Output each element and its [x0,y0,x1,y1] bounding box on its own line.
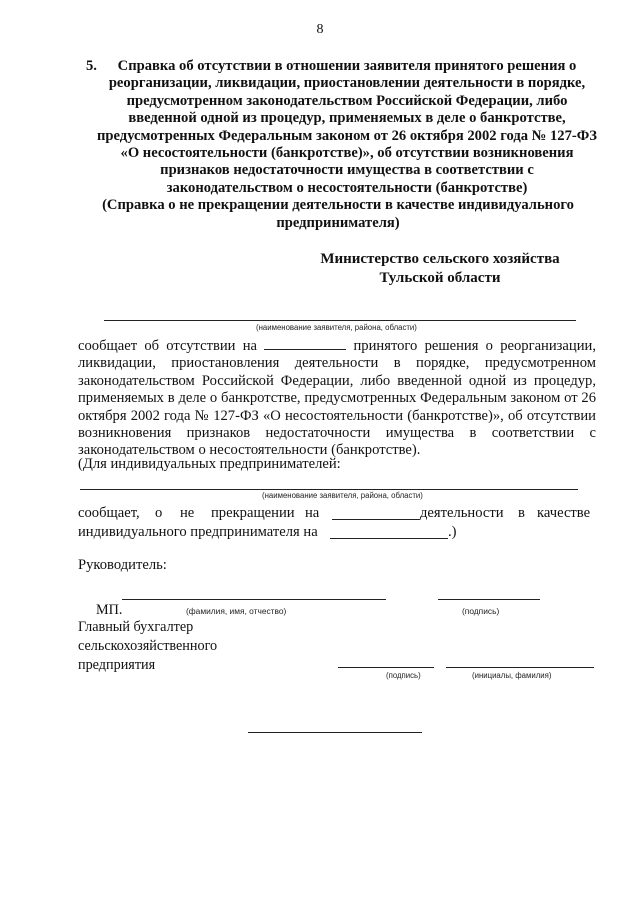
head-label: Руководитель: [78,557,167,573]
accountant-line-1: Главный бухгалтер [78,619,194,635]
ip-line-2-text: индивидуального предпринимателя на [78,524,318,540]
applicant-caption: (наименование заявителя, района, области) [256,323,417,332]
ip-date-blank [332,519,420,520]
acc-signature-caption: (подпись) [386,671,421,680]
applicant-name-line [104,320,576,321]
accountant-line-3: предприятия [78,657,156,673]
fio-caption: (фамилия, имя, отчество) [186,606,287,616]
stamp-label: МП. [96,602,123,618]
ip-word-2: о [155,505,163,521]
paragraph-body: принятого решения о реорганизации, ликвидации, приостановления деятельности в порядке, предусмотренном законодательством Российской Федерации, либо введенной одной из процедур, применяемых в деле о банкротстве, предусмотренных Федеральным законом от 26 октября 2002 года № 127-ФЗ «О несостоятельности (банкротстве)», об отсутствии возникновения признаков недостаточности имущества в соответствии с законодательством о несостоятельности (банкротстве). [78,338,596,459]
ip-word-6: деятельности [420,505,504,521]
ip-word-3: не [180,505,195,521]
ip-caption: (наименование заявителя, района, области) [262,491,423,500]
heading-text: Справка об отсутствии в отношении заявителя принятого решения о реорганизации, ликвидации, приостановлении деятельности в порядке, предусмотренном законодательством Российской Федерации, либо введенной одной из процедур, применяемых в деле о банкротстве, предусмотренных Федеральным законом от 26 октября 2002 года № 127-ФЗ «О несостоятельности (банкротстве)», об отсутствии возникновения признаков недостаточности имущества в соответствии с законодательством о несостоятельности (банкротстве) [97,58,597,196]
ip-line-2-end: .) [448,524,457,540]
document-heading [78,58,598,232]
ip-applicant-line [80,489,578,490]
acc-initials-caption: (инициалы, фамилия) [472,671,552,680]
page-number: 8 [316,22,324,37]
paragraph-lead: сообщает об отсутствии на [78,338,257,354]
heading-number: 5. [86,58,97,74]
addressee-line-2: Тульской области [379,270,501,286]
ip-label: (Для индивидуальных предпринимателей: [78,456,341,472]
accountant-block [78,618,217,675]
addressee-line-1: Министерство сельского хозяйства [320,251,560,267]
addressee-block [290,250,590,288]
signature-line [438,599,540,600]
fio-line [122,599,386,600]
ip-word-8: качестве [537,505,591,521]
ip-word-5: на [305,505,320,521]
statement-paragraph [78,337,596,460]
acc-signature-line [338,667,434,668]
acc-initials-line [446,667,594,668]
ip-word-4: прекращении [211,505,295,521]
accountant-line-2: сельскохозяйственного [78,638,218,654]
ip-line-2-blank [330,538,448,539]
signature-caption: (подпись) [462,606,500,616]
bottom-rule [248,732,422,733]
ip-word-1: сообщает, [78,505,140,521]
date-blank [264,337,346,350]
ip-word-7: в [518,505,525,521]
heading-subtitle: (Справка о не прекращении деятельности в качестве индивидуального предпринимателя) [102,197,574,231]
